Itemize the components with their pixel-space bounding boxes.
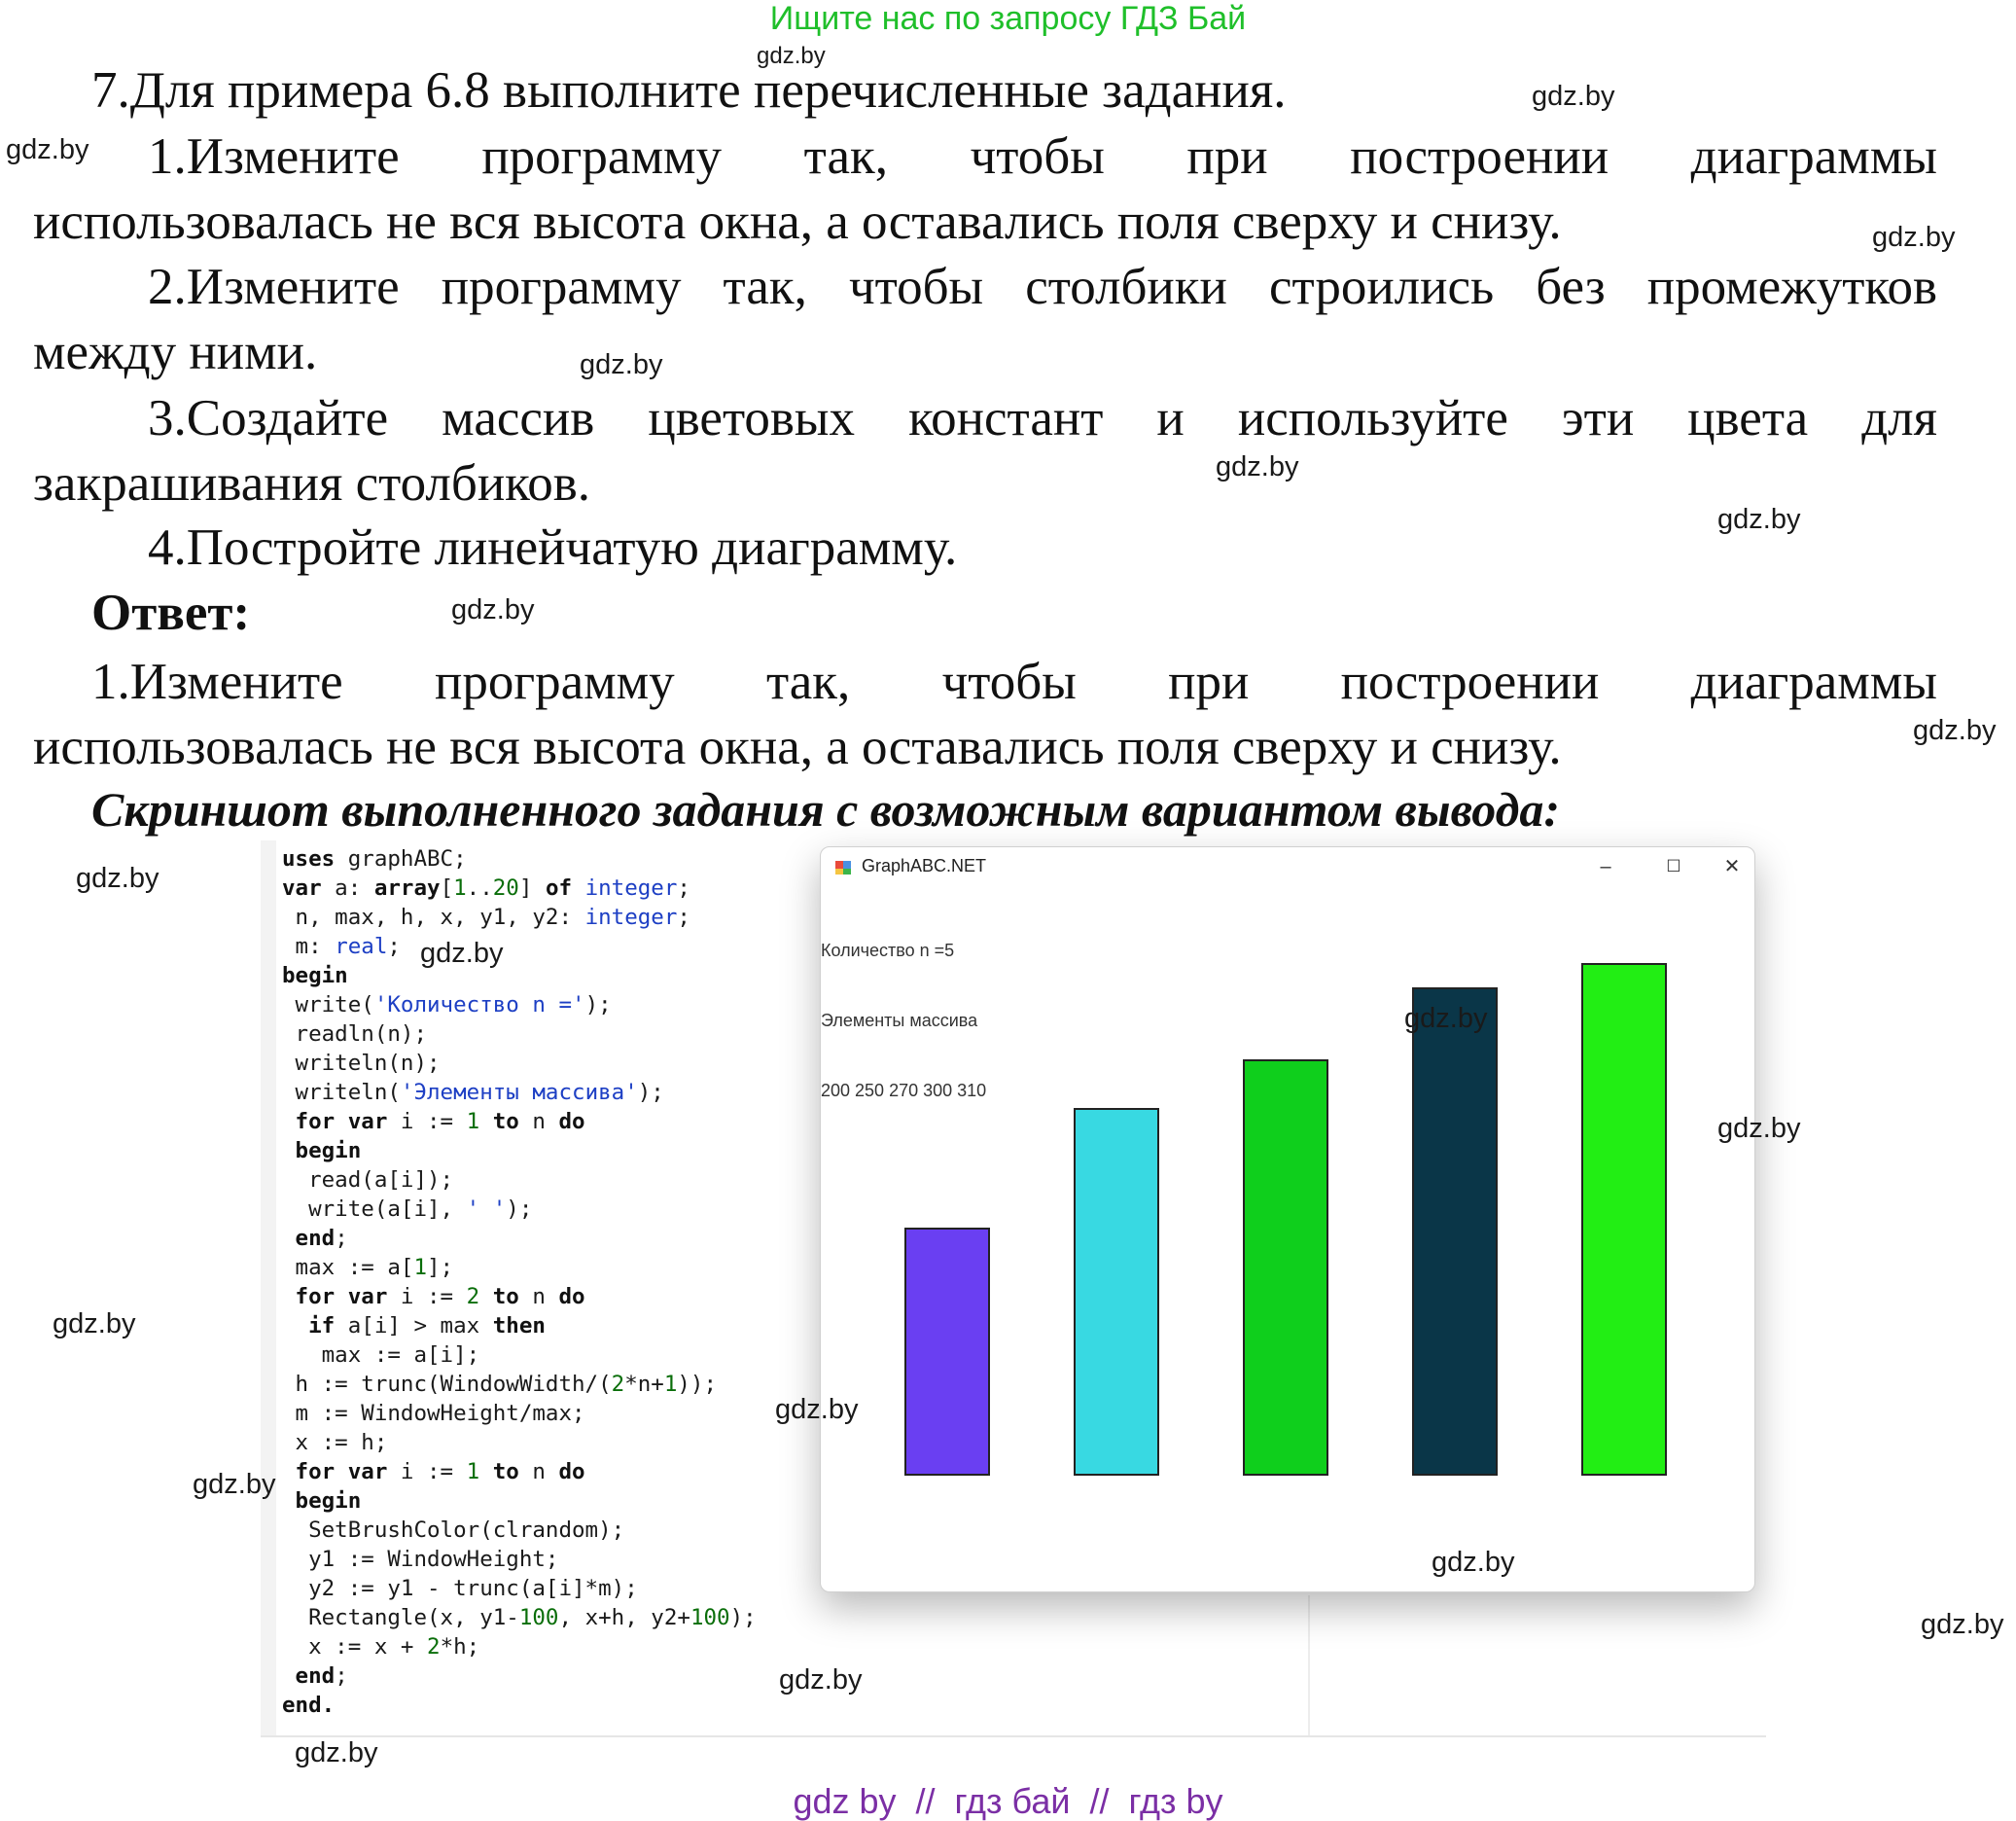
watermark: gdz.by [775, 1394, 859, 1425]
code-line: x := h; [282, 1430, 388, 1455]
answer-title: Ответ: [91, 585, 251, 641]
code-line: for var i := 1 to n do [295, 1459, 585, 1484]
code-line: n, max, h, x, y1, y2: integer; [282, 905, 690, 930]
code-line: SetBrushColor(clrandom); [282, 1518, 625, 1543]
task-item-2-line2: между ними. [33, 324, 318, 380]
console-line: Элементы массива [821, 1011, 978, 1030]
watermark: gdz.by [1913, 715, 1997, 746]
watermark: gdz.by [193, 1469, 276, 1500]
watermark: gdz.by [580, 349, 663, 380]
chart-bar [1413, 988, 1497, 1475]
code-line: end. [282, 1693, 336, 1718]
watermark: gdz.by [1404, 1003, 1488, 1034]
top-banner: Ищите нас по запросу ГДЗ Бай [769, 0, 1247, 37]
code-line: y1 := WindowHeight; [282, 1547, 559, 1572]
code-line: for var i := 2 to n do [295, 1284, 585, 1309]
watermark: gdz.by [420, 938, 504, 969]
task-item-3-line1: 3.Создайте массив цветовых констант и используйте эти цвета для [148, 390, 1937, 446]
watermark: gdz.by [779, 1664, 863, 1696]
watermark: gdz.by [1532, 81, 1615, 112]
screenshot-caption: Скриншот выполненного задания с возможным вариантом вывода: [91, 782, 1561, 837]
footer-links: gdz by // гдз бай // гдз by [793, 1781, 1223, 1821]
task-item-3-line2: закрашивания столбиков. [33, 455, 591, 512]
console-line: Количество n =5 [821, 941, 955, 960]
code-line: m: real; [282, 934, 401, 959]
code-line: y2 := y1 - trunc(a[i]*m); [282, 1576, 638, 1601]
code-line: x := x + 2*h; [282, 1634, 480, 1660]
window-title: GraphABC.NET [862, 856, 987, 875]
watermark: gdz.by [53, 1308, 136, 1339]
code-line: uses graphABC; [282, 846, 467, 872]
answer-line2: использовалась не вся высота окна, а оставались поля сверху и снизу. [33, 719, 1562, 775]
code-line: m := WindowHeight/max; [282, 1401, 585, 1426]
code-line: if a[i] > max then [308, 1313, 546, 1339]
watermark: gdz.by [76, 863, 159, 894]
code-line: max := a[1]; [282, 1255, 454, 1280]
code-line: for var i := 1 to n do [295, 1109, 585, 1134]
code-listing [282, 844, 757, 1720]
task-item-1-line2: использовалась не вся высота окна, а оставались поля сверху и снизу. [33, 194, 1562, 250]
code-line: h := trunc(WindowWidth/(2*n+1)); [282, 1372, 718, 1397]
maximize-button[interactable]: ☐ [1666, 857, 1681, 875]
watermark: gdz.by [757, 43, 826, 69]
watermark: gdz.by [1432, 1547, 1515, 1578]
watermark: gdz.by [1216, 451, 1299, 482]
code-line: end; [295, 1226, 348, 1251]
chart-bar [905, 1229, 989, 1475]
code-line: var a: array[1..20] of integer; [282, 875, 690, 901]
code-gutter [261, 840, 276, 1735]
code-line: writeln('Элементы массива'); [282, 1080, 664, 1105]
code-line: Rectangle(x, y1-100, x+h, y2+100); [282, 1605, 757, 1630]
code-line: readln(n); [282, 1021, 428, 1047]
watermark: gdz.by [295, 1737, 378, 1768]
code-line: max := a[i]; [282, 1342, 480, 1368]
console-line: 200 250 270 300 310 [821, 1081, 987, 1100]
watermark: gdz.by [1717, 504, 1801, 535]
code-line: begin [295, 1488, 362, 1514]
bar-chart [821, 847, 1754, 1591]
chart-bar [1075, 1109, 1158, 1475]
close-button[interactable]: ✕ [1723, 856, 1741, 877]
code-line: write('Количество n ='); [282, 992, 612, 1018]
code-line: begin [282, 963, 348, 988]
task-item-2-line1: 2.Измените программу так, чтобы столбики строились без промежутков [148, 259, 1937, 315]
graphabc-window [820, 846, 1755, 1592]
task-item-4: 4.Постройте линейчатую диаграмму. [148, 519, 958, 576]
minimize-button[interactable]: – [1600, 856, 1611, 877]
task-item-1-line1: 1.Измените программу так, чтобы при построении диаграммы [148, 128, 1937, 185]
answer-line1: 1.Измените программу так, чтобы при построении диаграммы [91, 654, 1937, 710]
watermark: gdz.by [1872, 222, 1956, 253]
code-line: read(a[i]); [282, 1167, 454, 1193]
watermark: gdz.by [6, 134, 89, 165]
task-heading: 7.Для примера 6.8 выполните перечисленные задания. [91, 62, 1287, 119]
chart-bar [1244, 1060, 1327, 1475]
code-line: write(a[i], ' '); [282, 1196, 533, 1222]
code-line: begin [295, 1138, 362, 1163]
chart-bar [1582, 964, 1666, 1475]
code-line: end; [295, 1663, 348, 1689]
watermark: gdz.by [451, 594, 535, 625]
code-line: writeln(n); [282, 1051, 441, 1076]
editor-divider [1308, 1595, 1310, 1735]
watermark: gdz.by [1921, 1609, 2004, 1640]
watermark: gdz.by [1717, 1113, 1801, 1144]
